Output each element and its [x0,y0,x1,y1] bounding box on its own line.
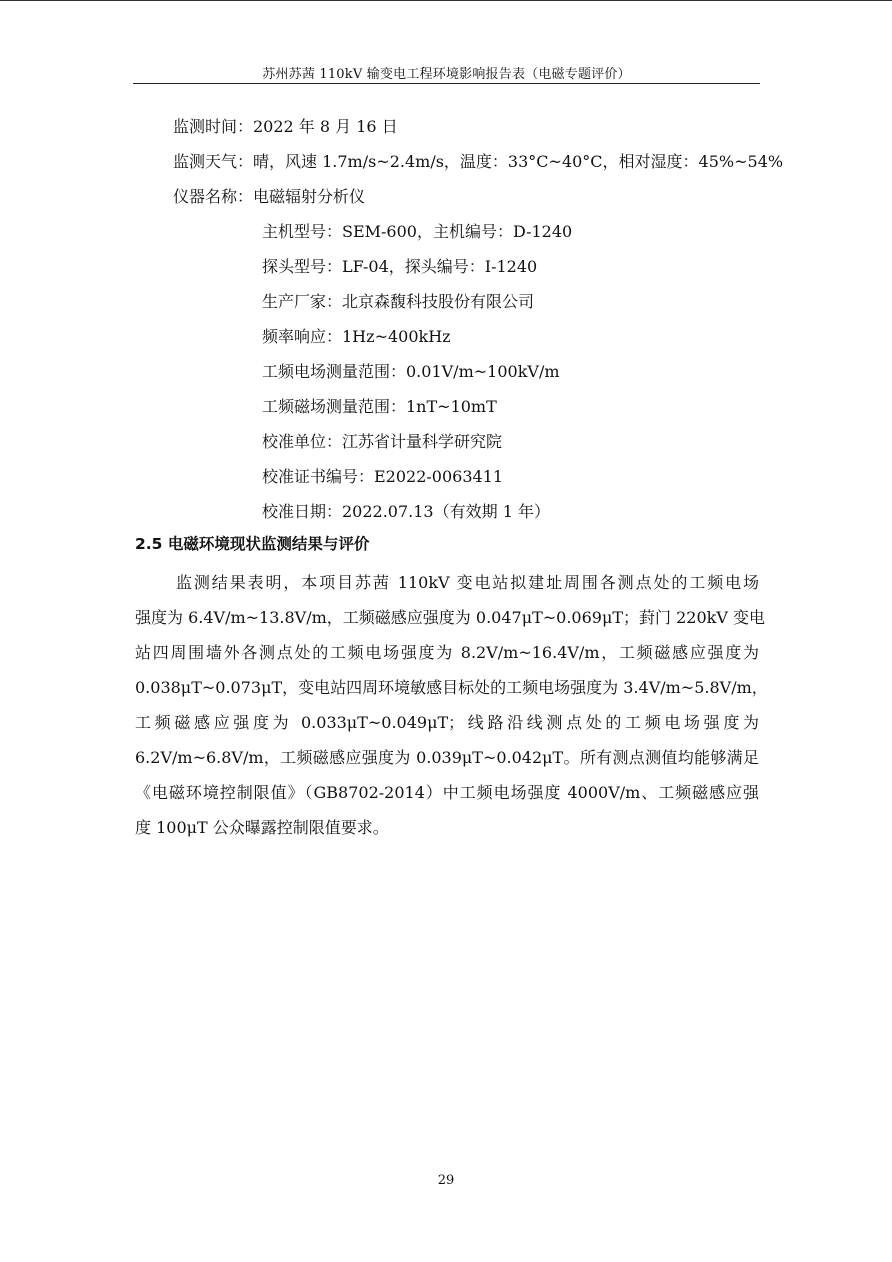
paragraph-line: 站四周围墙外各测点处的工频电场强度为 8.2V/m~16.4V/m，工频磁感应强度为 [135,643,759,662]
instrument-detail: 频率响应：1Hz~400kHz [262,327,451,346]
paragraph-line: 6.2V/m~6.8V/m，工频磁感应强度为 0.039μT~0.042μT。所有测点测值均能够满足 [135,748,759,767]
monitoring-weather: 监测天气：晴，风速 1.7m/s~2.4m/s，温度：33°C~40°C，相对湿度：45%~54% [173,152,784,171]
paragraph-line: 工频磁感应强度为 0.033μT~0.049μT；线路沿线测点处的工频电场强度为 [135,713,759,732]
instrument-detail: 校准证书编号：E2022-0063411 [262,467,504,486]
paragraph-line: 监测结果表明，本项目苏茜 110kV 变电站拟建址周围各测点处的工频电场 [176,573,759,592]
monitoring-time: 监测时间：2022 年 8 月 16 日 [173,117,398,136]
instrument-detail: 校准日期：2022.07.13（有效期 1 年） [262,502,550,521]
instrument-detail: 工频磁场测量范围：1nT~10mT [262,397,497,416]
page-number: 29 [437,1173,455,1188]
section-heading: 2.5 电磁环境现状监测结果与评价 [135,535,370,553]
instrument-name: 仪器名称：电磁辐射分析仪 [173,187,366,206]
paragraph-line: 0.038μT~0.073μT，变电站四周环境敏感目标处的工频电场强度为 3.4V/m~5.8V/m， [135,678,768,697]
instrument-detail: 生产厂家：北京森馥科技股份有限公司 [262,292,535,311]
instrument-detail: 探头型号：LF-04，探头编号：I-1240 [262,257,538,276]
instrument-detail: 校准单位：江苏省计量科学研究院 [262,432,503,451]
instrument-detail: 工频电场测量范围：0.01V/m~100kV/m [262,362,560,381]
header-rule [133,83,760,84]
paragraph-line: 强度为 6.4V/m~13.8V/m，工频磁感应强度为 0.047μT~0.069μT；葑门 220kV 变电 [135,608,766,627]
page-header: 苏州苏茜 110kV 输变电工程环境影响报告表（电磁专题评价） [262,67,631,82]
instrument-detail: 主机型号：SEM-600，主机编号：D-1240 [262,222,573,241]
paragraph-line: 《电磁环境控制限值》（GB8702-2014）中工频电场强度 4000V/m、工频磁感应强 [135,783,759,802]
paragraph-line: 度 100μT 公众曝露控制限值要求。 [135,818,389,837]
